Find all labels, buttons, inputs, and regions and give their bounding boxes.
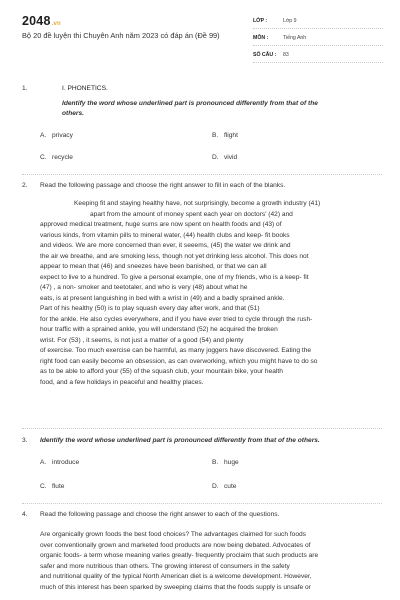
divider: [22, 174, 382, 175]
option-b[interactable]: [212, 458, 239, 469]
passage-line: appear to mean that (46) and sneezes have been banished, or that we can all: [40, 263, 267, 270]
question-1: [22, 84, 382, 174]
divider: [22, 428, 382, 429]
option-letter: A.: [40, 132, 47, 139]
section-title: I. PHONETICS.: [62, 85, 108, 92]
passage-line: apart from the amount of money spent each year on doctors' (42) and: [90, 210, 293, 218]
question-number: 2.: [22, 182, 28, 189]
option-a[interactable]: [40, 131, 73, 142]
document-title: Bộ 20 đề luyện thi Chuyên Anh năm 2023 có đáp án (Đề 99): [22, 31, 220, 40]
options-row: [40, 153, 380, 165]
option-text: flute: [52, 483, 65, 490]
question-3: [22, 436, 382, 498]
option-letter: B.: [212, 459, 219, 466]
options-row: [40, 458, 380, 470]
option-text: huge: [224, 459, 239, 466]
passage-line: Part of his healthy (50) is to play squash every day after work, and that (51): [40, 305, 260, 312]
question-number: 1.: [22, 85, 28, 92]
option-a[interactable]: [40, 458, 79, 469]
passage-line: organic foods- a term whose meaning varies greatly- frequently proclaim that such products are: [40, 552, 319, 559]
option-letter: C.: [40, 154, 47, 161]
passage-line: (47) , a non- smoker and teetotaler, and who is very (48) about what he: [40, 284, 248, 291]
reading-passage: [40, 199, 382, 388]
option-b[interactable]: [212, 131, 238, 142]
passage-line: Are organically grown foods the best food choices? The advantages claimed for such foods: [40, 531, 306, 538]
question-instruction-line: others.: [62, 110, 84, 117]
passage-line: for the ankle. He also cycles everywhere, and if you have ever tried to cycle through the rush-: [40, 315, 313, 323]
option-text: cute: [224, 483, 237, 490]
options-row: [40, 482, 380, 494]
passage-line: approved medical treatment, huge sums are now spent on health foods and (43) of: [40, 221, 282, 228]
passage-line: eats, is at present languishing in bed with a wrist in (49) and a badly sprained ankle.: [40, 294, 285, 302]
site-logo[interactable]: [22, 14, 61, 28]
passage-line: over conventionally grown and marketed food products are now being debated. Advocates of: [40, 541, 311, 549]
option-text: privacy: [52, 132, 73, 139]
option-letter: B.: [212, 132, 219, 139]
passage-line: Keeping fit and staying healthy have, not surprisingly, become a growth industry (41): [74, 200, 321, 207]
question-body: [62, 84, 382, 120]
option-text: flight: [224, 132, 238, 139]
meta-key: SỐ CÂU :: [253, 52, 277, 58]
meta-row-count: [253, 48, 383, 63]
question-4: [22, 510, 382, 600]
option-letter: D.: [212, 483, 219, 490]
option-letter: A.: [40, 459, 47, 466]
logo-text: 2048: [22, 14, 51, 28]
passage-line: hour traffic with a sprained ankle, you will understand (52) he acquired the broken: [40, 326, 278, 333]
reading-passage: [40, 530, 382, 593]
meta-value: 83: [283, 52, 289, 58]
question-2: [22, 181, 382, 421]
divider: [22, 503, 382, 504]
passage-line: as to be able to afford your (55) of the squash club, your mountain bike, your health: [40, 368, 283, 375]
meta-row-class: [253, 14, 383, 29]
passage-line: much of this interest has been sparked by sweeping claims that the foods supply is unsafe or: [40, 583, 311, 591]
meta-row-subject: [253, 31, 383, 46]
meta-key: LỚP :: [253, 18, 268, 24]
passage-line: food, and a few holidays in peaceful and healthy places.: [40, 378, 204, 386]
meta-value: Tiếng Anh: [283, 35, 307, 41]
option-text: recycle: [52, 154, 73, 161]
question-instruction: Read the following passage and choose the right answer to fill in each of the blanks.: [40, 182, 286, 189]
option-text: vivid: [224, 154, 238, 161]
passage-line: of exercise. Too much exercise can be harmful, as many joggers have discovered. Eating the: [40, 347, 312, 354]
passage-line: various kinds, from vitamin pills to mineral water, (44) health clubs and keep- fit books: [40, 231, 290, 239]
question-number: 3.: [22, 437, 28, 444]
option-d[interactable]: [212, 153, 237, 164]
meta-value: Lớp 9: [283, 18, 297, 24]
option-text: introduce: [52, 459, 80, 466]
option-c[interactable]: [40, 153, 73, 164]
question-instruction: Read the following passage and choose the right answer to each of the questions.: [40, 511, 280, 518]
question-instruction-line: Identify the word whose underlined part is pronounced differently from that of the: [62, 99, 318, 107]
passage-line: and nutritional quality of the typical North American diet is a welcome development. However,: [40, 573, 312, 580]
logo-suffix: .vn: [51, 21, 61, 27]
option-letter: D.: [212, 154, 219, 161]
option-letter: C.: [40, 483, 47, 490]
options-row: [40, 131, 380, 143]
document-meta: [253, 14, 383, 65]
option-c[interactable]: [40, 482, 64, 493]
option-d[interactable]: [212, 482, 236, 493]
meta-key: MÔN :: [253, 35, 269, 41]
passage-line: right food can easily become an obsession, as can overworking, which you might have to do so: [40, 357, 318, 365]
passage-line: safer and more nutritious than others. The growing interest of consumers in the safety: [40, 562, 290, 570]
passage-line: expect to live to a hundred. To give a personal example, one of my friends, who is a keep- fit: [40, 273, 309, 281]
question-instruction: Identify the word whose underlined part is pronounced differently from that of the others.: [40, 437, 320, 444]
passage-line: and videos. We are more concerned than ever, it seeems, (45) the water we drink and: [40, 242, 291, 249]
question-number: 4.: [22, 511, 28, 518]
passage-line: wrist. For (53) , it seems, is not just a matter of a good (54) and plenty: [40, 336, 244, 344]
passage-line: the air we breathe, and are smoking less, though not yet drinking less alcohol. This does not: [40, 252, 309, 260]
